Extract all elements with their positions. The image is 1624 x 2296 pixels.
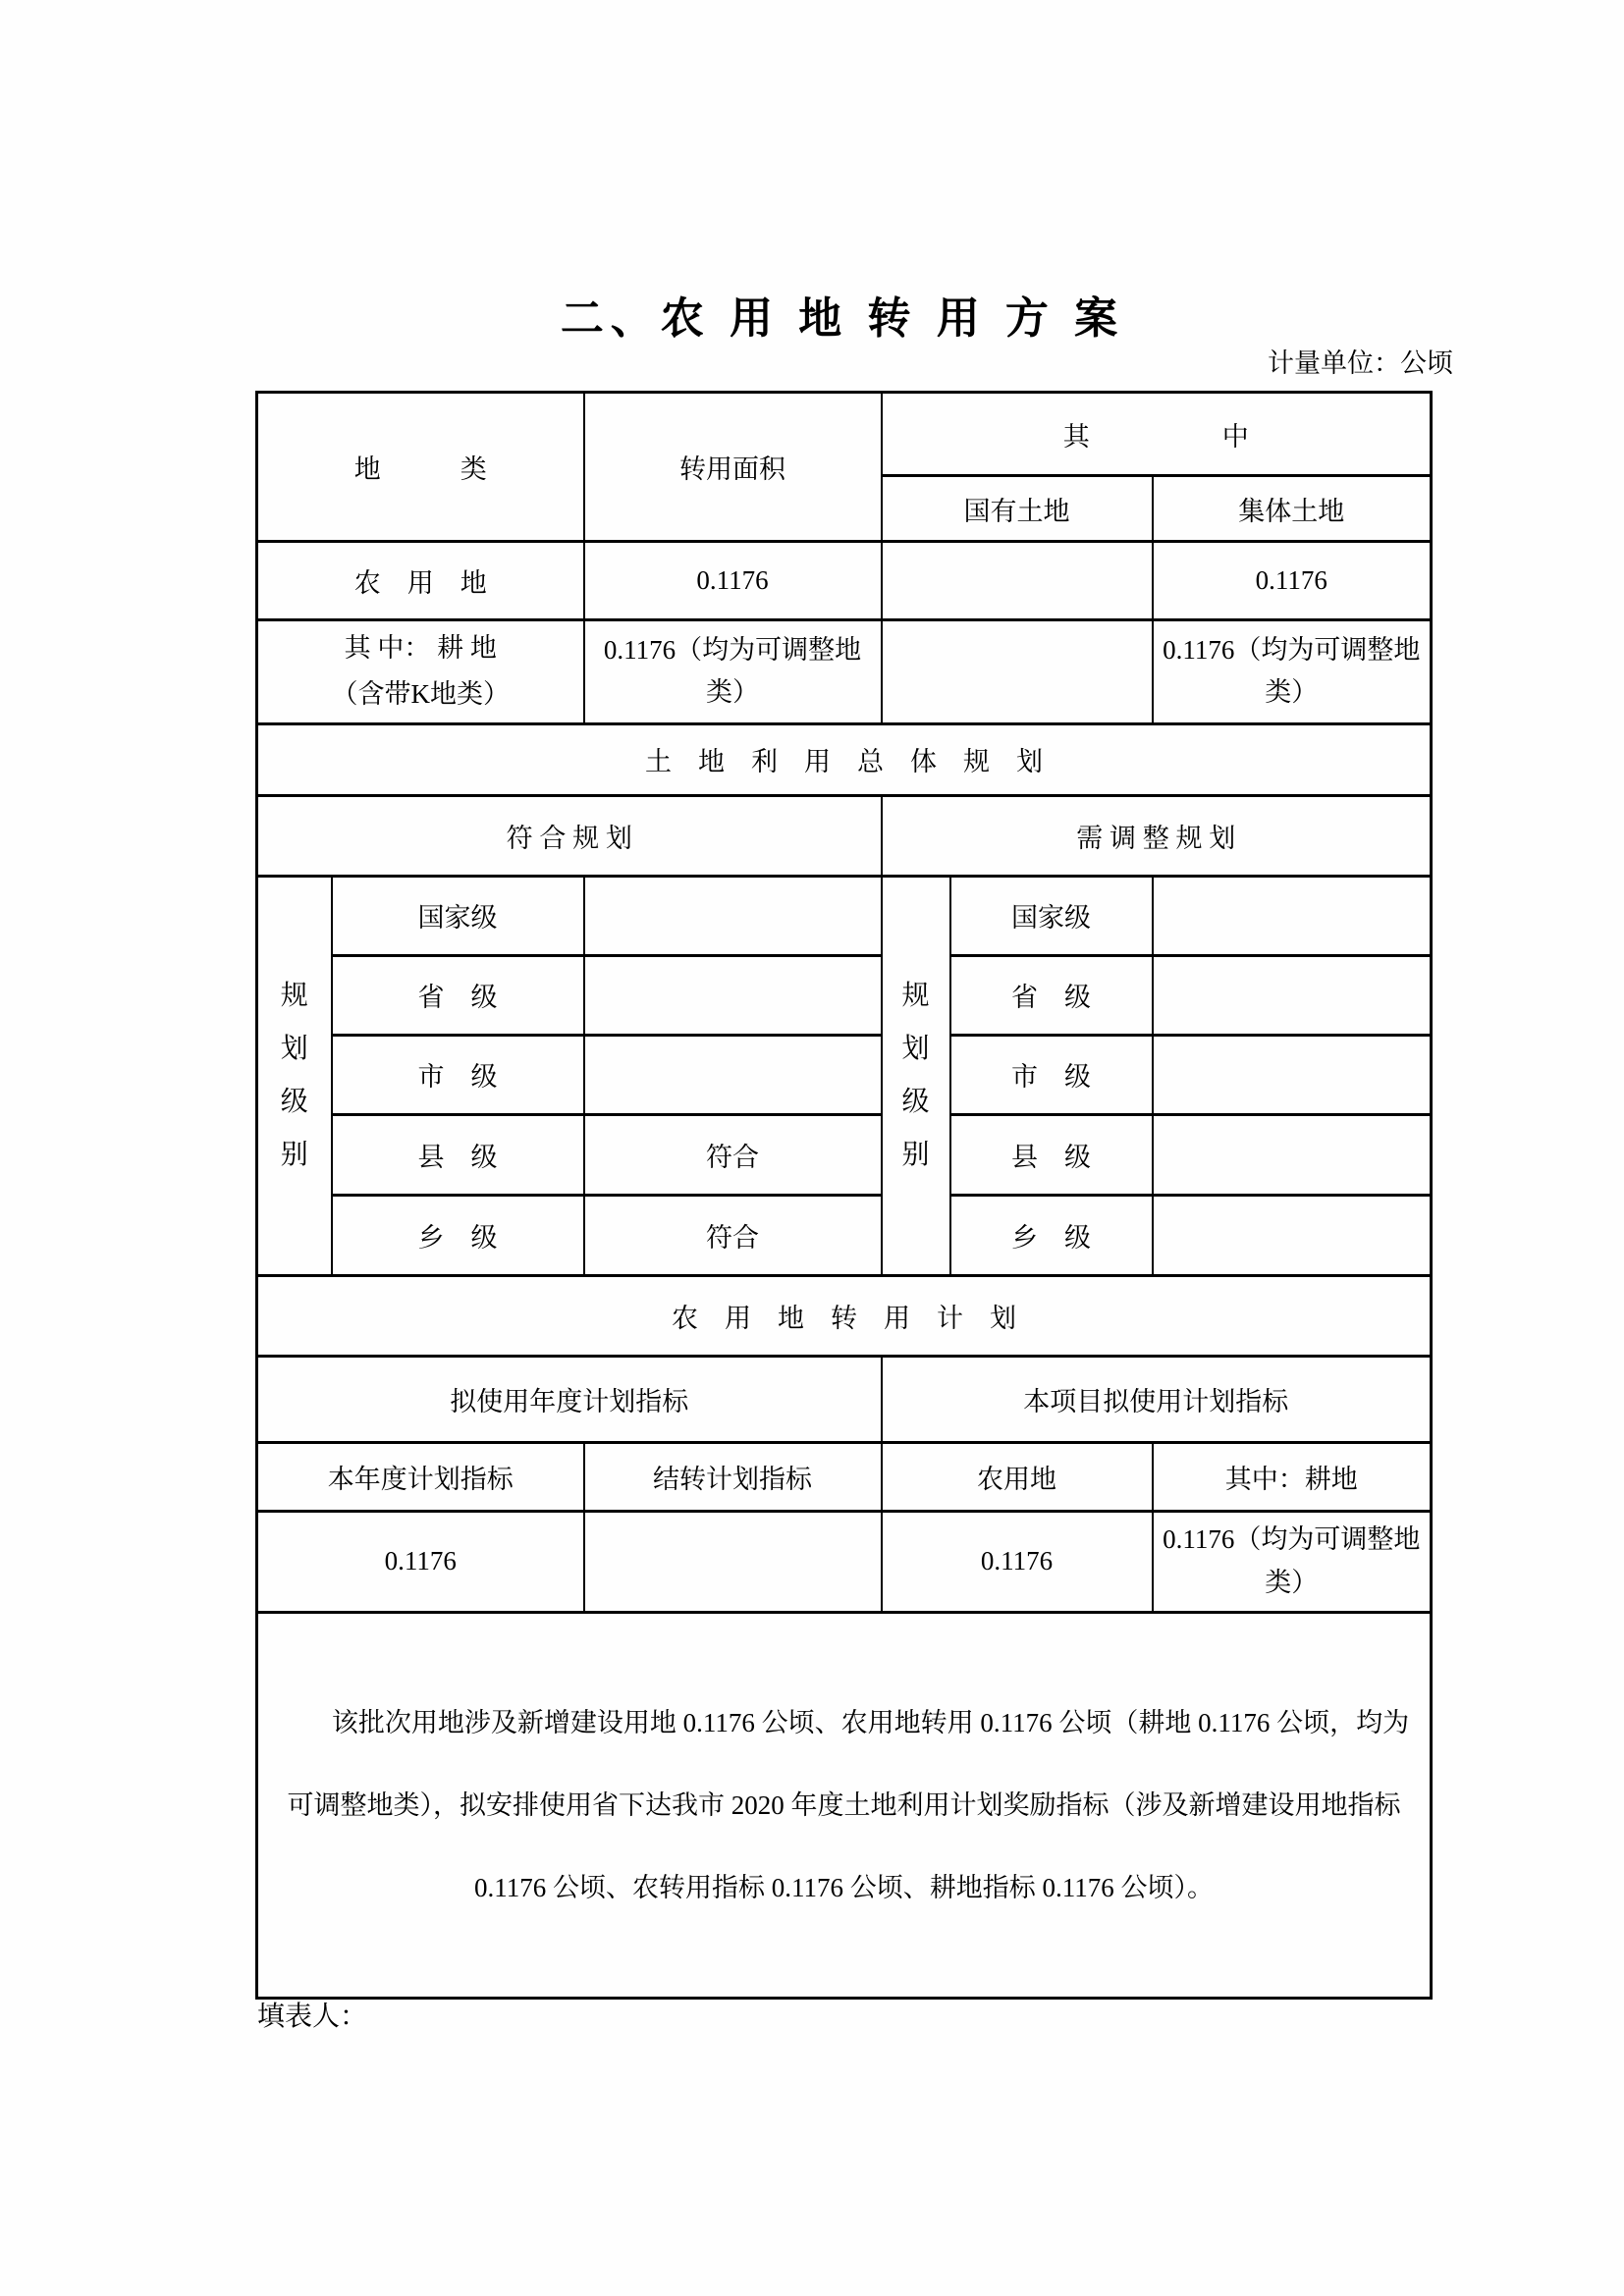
comply-province-value bbox=[584, 955, 882, 1035]
comply-national-value bbox=[584, 876, 882, 955]
state-owned-header-cell: 国有土地 bbox=[882, 476, 1153, 542]
cultivated-label-line1: 其 中： 耕 地 bbox=[344, 633, 497, 663]
plan-cultivated-header-cell: 其中：耕地 bbox=[1153, 1442, 1432, 1511]
comply-township-label: 乡 级 bbox=[332, 1195, 584, 1275]
plan-values-row bbox=[257, 1511, 1432, 1612]
adjust-national-value bbox=[1153, 876, 1432, 955]
plan-agricultural-header-cell: 农用地 bbox=[882, 1442, 1153, 1511]
cultivated-state-owned-cell bbox=[882, 620, 1153, 724]
adjust-township-value bbox=[1153, 1195, 1432, 1275]
planning-level-row-city bbox=[257, 1035, 1432, 1114]
comply-header-cell: 符 合 规 划 bbox=[257, 795, 882, 876]
plan-column-header-row bbox=[257, 1442, 1432, 1511]
planning-level-row-township bbox=[257, 1195, 1432, 1275]
comply-level-vertical-label: 规划级别 bbox=[280, 980, 308, 1170]
measurement-unit-note: 计量单位：公顷 bbox=[1268, 348, 1453, 378]
cultivated-label-line2: （含带K地类） bbox=[331, 679, 510, 710]
page-title: 二、农 用 地 转 用 方 案 bbox=[560, 294, 1125, 343]
conversion-area-header-cell: 转用面积 bbox=[584, 393, 882, 542]
agricultural-land-row bbox=[257, 542, 1432, 620]
cultivated-area-cell: 0.1176（均为可调整地类） bbox=[584, 620, 882, 724]
conversion-plan-section-row bbox=[257, 1275, 1432, 1356]
planning-level-row-county bbox=[257, 1114, 1432, 1195]
planning-section-row bbox=[257, 723, 1432, 795]
current-year-value-cell: 0.1176 bbox=[257, 1511, 584, 1612]
header-row-1 bbox=[257, 393, 1432, 476]
comply-township-value: 符合 bbox=[584, 1195, 882, 1275]
planning-level-row-national bbox=[257, 876, 1432, 955]
adjust-national-label: 国家级 bbox=[950, 876, 1153, 955]
adjust-city-label: 市 级 bbox=[950, 1035, 1153, 1114]
comply-county-label: 县 级 bbox=[332, 1114, 584, 1195]
adjust-township-label: 乡 级 bbox=[950, 1195, 1153, 1275]
adjust-province-label: 省 级 bbox=[950, 955, 1153, 1035]
adjust-header-cell: 需 调 整 规 划 bbox=[882, 795, 1432, 876]
comply-province-label: 省 级 bbox=[332, 955, 584, 1035]
adjust-county-value bbox=[1153, 1114, 1432, 1195]
plan-agricultural-value-cell: 0.1176 bbox=[882, 1511, 1153, 1612]
land-class-header-cell: 地 类 bbox=[257, 393, 584, 542]
cultivated-label-cell bbox=[257, 620, 584, 724]
note-row bbox=[257, 1612, 1432, 1998]
among-which-header-cell: 其 中 bbox=[882, 393, 1432, 476]
comply-city-label: 市 级 bbox=[332, 1035, 584, 1114]
cultivated-land-row bbox=[257, 620, 1432, 724]
collective-header-cell: 集体土地 bbox=[1153, 476, 1432, 542]
explanatory-note-cell: 该批次用地涉及新增建设用地 0.1176 公顷、农用地转用 0.1176 公顷（耕地 0.1176 公顷，均为可调整地类），拟安排使用省下达我市 2020 年度土地利用计划奖励指标（涉及新增建设用地指标 0.1176 公顷、农转用指标 0.1176 公顷、耕地指标 0.1176 公顷）。 bbox=[257, 1612, 1432, 1998]
comply-level-group-label bbox=[257, 876, 332, 1275]
carried-over-value-cell bbox=[584, 1511, 882, 1612]
comply-county-value: 符合 bbox=[584, 1114, 882, 1195]
agricultural-state-owned-cell bbox=[882, 542, 1153, 620]
agricultural-collective-cell: 0.1176 bbox=[1153, 542, 1432, 620]
annual-indicator-header-cell: 拟使用年度计划指标 bbox=[257, 1356, 882, 1442]
comply-city-value bbox=[584, 1035, 882, 1114]
planning-level-row-province bbox=[257, 955, 1432, 1035]
agricultural-label-cell: 农 用 地 bbox=[257, 542, 584, 620]
adjust-province-value bbox=[1153, 955, 1432, 1035]
plan-indicator-header-row bbox=[257, 1356, 1432, 1442]
agricultural-area-cell: 0.1176 bbox=[584, 542, 882, 620]
carried-over-header-cell: 结转计划指标 bbox=[584, 1442, 882, 1511]
adjust-city-value bbox=[1153, 1035, 1432, 1114]
planning-section-title-cell: 土 地 利 用 总 体 规 划 bbox=[257, 723, 1432, 795]
cultivated-collective-cell: 0.1176（均为可调整地类） bbox=[1153, 620, 1432, 724]
adjust-level-group-label bbox=[882, 876, 950, 1275]
comply-national-label: 国家级 bbox=[332, 876, 584, 955]
land-conversion-table bbox=[255, 391, 1433, 2000]
adjust-county-label: 县 级 bbox=[950, 1114, 1153, 1195]
conversion-plan-title-cell: 农 用 地 转 用 计 划 bbox=[257, 1275, 1432, 1356]
adjust-level-vertical-label: 规划级别 bbox=[901, 980, 930, 1170]
current-year-header-cell: 本年度计划指标 bbox=[257, 1442, 584, 1511]
form-filler-label: 填表人： bbox=[257, 2002, 368, 2032]
plan-cultivated-value-cell: 0.1176（均为可调整地类） bbox=[1153, 1511, 1432, 1612]
project-indicator-header-cell: 本项目拟使用计划指标 bbox=[882, 1356, 1432, 1442]
planning-split-header-row bbox=[257, 795, 1432, 876]
